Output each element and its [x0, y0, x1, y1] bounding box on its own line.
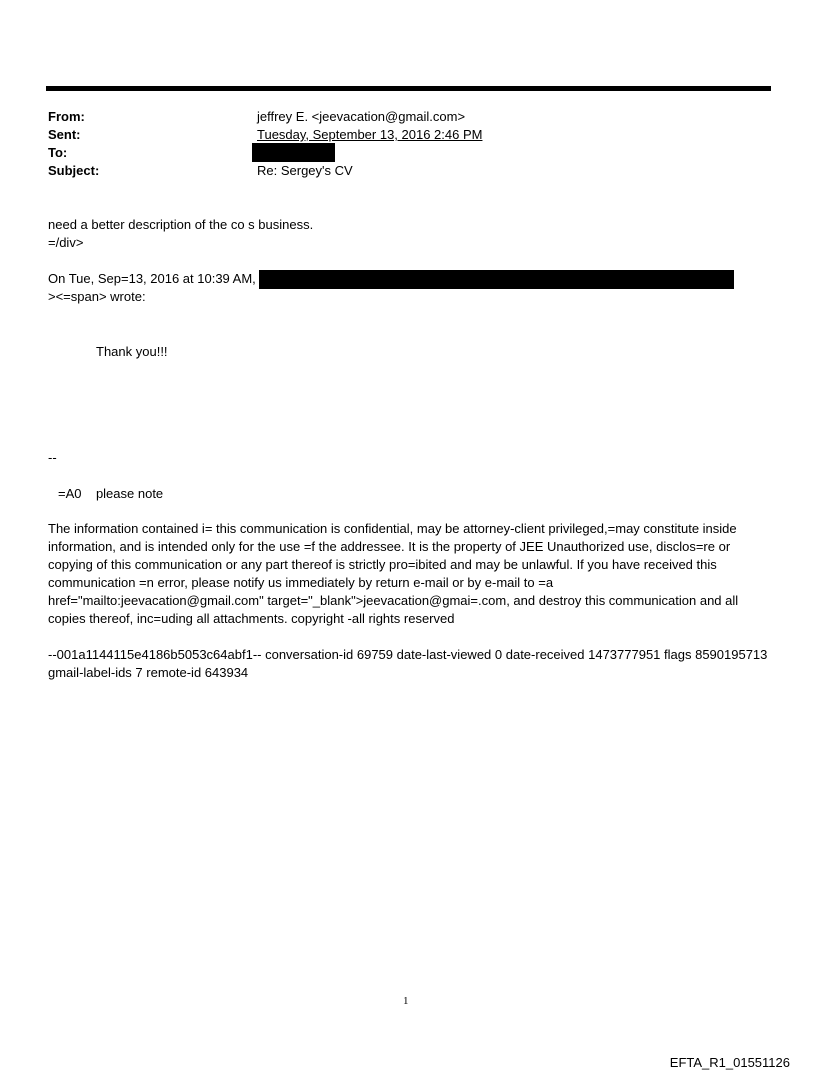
subject-value: Re: Sergey's CV — [257, 163, 353, 178]
from-value: jeffrey E. <jeevacation@gmail.com> — [257, 109, 466, 124]
sent-value: Tuesday, September 13, 2016 2:46 PM — [257, 127, 483, 142]
thanks-line: Thank you!!! — [96, 344, 168, 359]
document-id: EFTA_R1_01551126 — [669, 1055, 790, 1070]
sender-redaction — [259, 270, 734, 289]
please-note-line: =A0 please note — [58, 486, 164, 501]
to-label: To: — [48, 145, 68, 160]
quote-line-1: On Tue, Sep=13, 2016 at 10:39 AM, — [48, 271, 256, 286]
quote-line-2: ><=span> wrote: — [48, 289, 146, 304]
subject-label: Subject: — [48, 163, 100, 178]
header-rule — [46, 86, 771, 91]
signature-dashes: -- — [48, 450, 57, 465]
page-number: 1 — [403, 995, 409, 1007]
disclaimer-paragraph: The information contained i= this communication is confidential, may be attorney-client privileged,=may constitute inside information, and is intended only for the use =f the addressee. It is the property of JEE Unauthorized use, disclos=re or copying of this communication or any part thereof is strictly pro=ibited and may be unlawful. If you have received this communication =n error, please notify us immediately by return e-mail or by e-mail to =a href="mailto:jeevacation@gmail.com" target="_blank">jeevacation@gmai=.com, and destroy this communication and all copies thereof, inc=uding all attachments. copyright -all rights reserved — [48, 521, 739, 626]
body-line-1: need a better description of the co s business. — [48, 217, 314, 232]
from-label: From: — [48, 109, 85, 124]
body-line-2: =/div> — [48, 235, 84, 250]
metadata-line: --001a1144115e4186b5053c64abf1-- conversation-id 69759 date-last-viewed 0 date-received 1473777951 flags 8590195713 gmail-label-ids 7 remote-id 643934 — [48, 647, 768, 680]
sent-label: Sent: — [48, 127, 81, 142]
to-redaction — [252, 143, 335, 162]
